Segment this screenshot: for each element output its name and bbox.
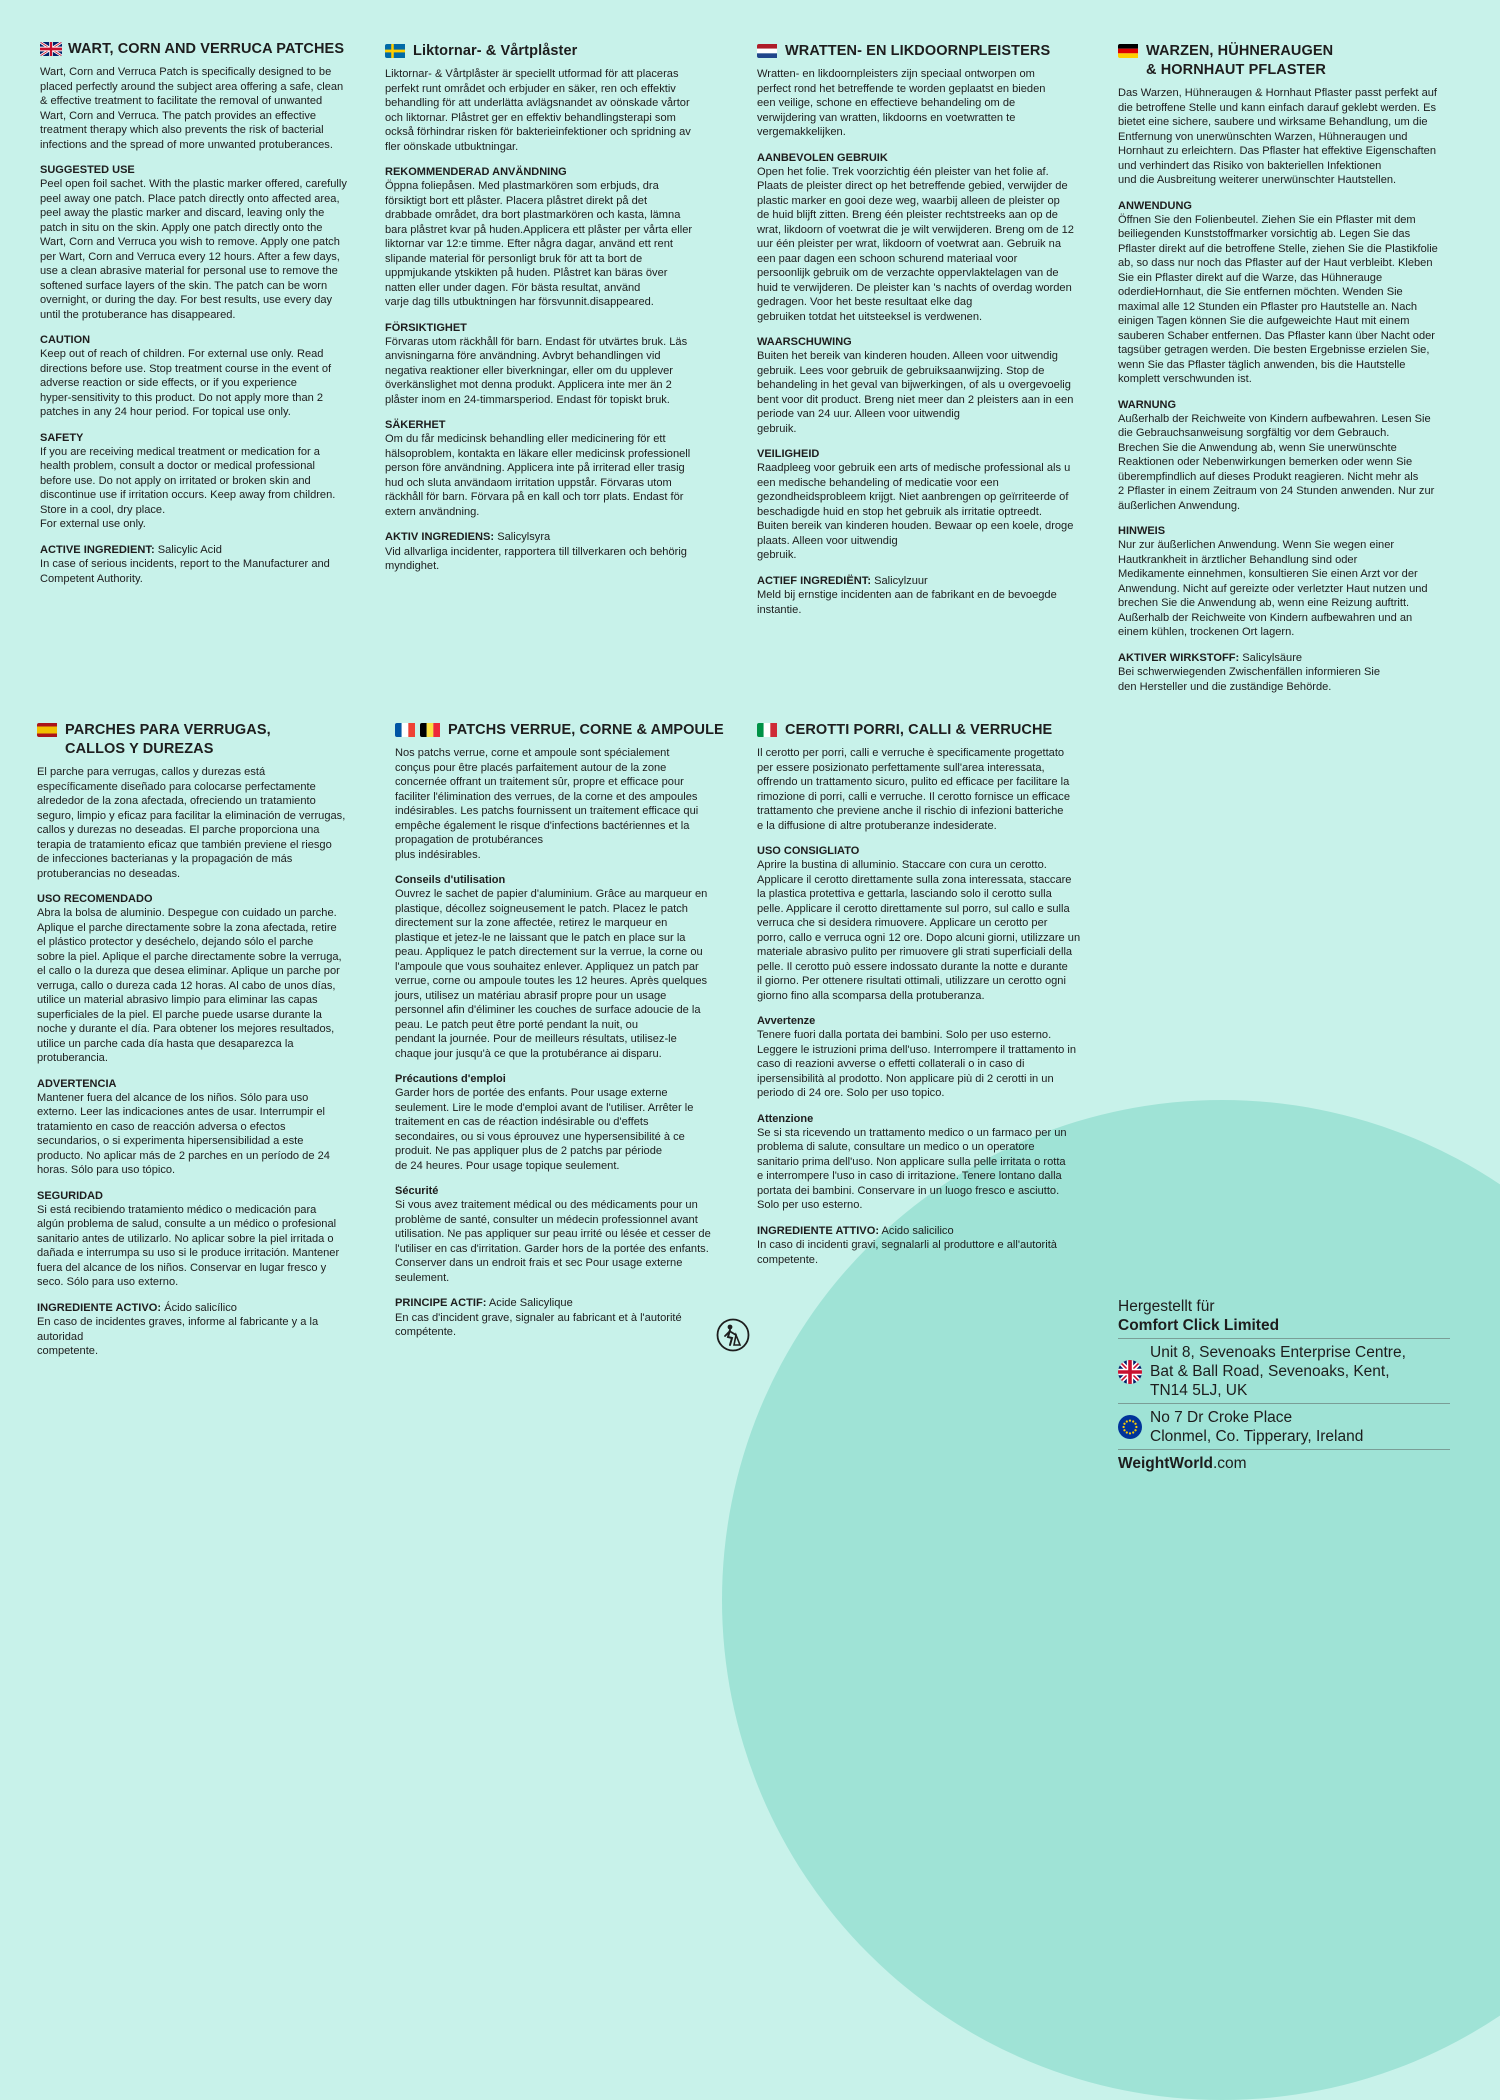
eu-address: No 7 Dr Croke Place Clonmel, Co. Tipperary, Ireland (1150, 1409, 1364, 1445)
use-heading: Conseils d'utilisation (395, 874, 506, 886)
manufacturer-info (1118, 1297, 1450, 1473)
safety-heading: SAFETY (40, 431, 84, 444)
intro-text: Il cerotto per porri, calli e verruche è specificamente progettato per essere posizionato perfettamente sull'area interessata, offrendo un trattamento sicuro, pulito ed efficace per facilitare la rimozione di porri, calli e verruche. Il cerotto fornisce un efficace trattamento che previene anche il rischio di infezioni batteriche e la diffusione di altre protuberanze indesiderate. (757, 747, 1071, 832)
section-title: WART, CORN AND VERRUCA PATCHES (40, 40, 380, 59)
caution-text: Mantener fuera del alcance de los niños. Sólo para uso externo. Leer las indicaciones antes de usar. Interrumpir el tratamiento en caso de reacción adversa o efectos secundarios, o si experimenta hipersensibilidad a este producto. No aplicar más de 2 parches en un período de 24 horas. Sólo para uso tópico. (37, 1091, 330, 1176)
section-en (40, 40, 380, 586)
report-text: Vid allvarliga incidenter, rapportera till tillverkaren och behörig myndighet. (385, 545, 687, 572)
safety-text: If you are receiving medical treatment or medication for a health problem, consult a doctor or medical professional before use. Do not apply on irritated or broken skin and discontinue use if irritation occurs. Keep away from children. Store in a cool, dry place. For external use only. (40, 445, 336, 530)
company-name: Comfort Click Limited (1118, 1317, 1280, 1334)
section-sv (385, 42, 730, 574)
intro-text: Das Warzen, Hühneraugen & Hornhaut Pflaster passt perfekt auf die betroffene Stelle und kann einfach darauf geklebt werden. Es bietet eine sichere, saubere und wirksame Behandlung, um die Entfernung von unerwünschten Warzen, Hühneraugen und Hornhaut zu erleichtern. Das Pflaster hat effektive Eigenschaften und verhindert das Risiko von bakteriellen Infektionen und die Ausbreitung weiterer unerwünschter Hautstellen. (1118, 87, 1438, 186)
safety-heading: SÄKERHET (385, 419, 446, 431)
use-heading: REKOMMENDERAD ANVÄNDNING (385, 166, 567, 178)
active-ingredient: INGREDIENTE ATTIVO: Acido salicilico (757, 1224, 954, 1237)
active-ingredient: ACTIVE INGREDIENT: Salicylic Acid (40, 543, 222, 556)
caution-heading: Précautions d'emploi (395, 1073, 506, 1085)
belgium-flag-icon (420, 723, 442, 737)
safety-heading: Sécurité (395, 1185, 439, 1197)
caution-text: Garder hors de portée des enfants. Pour usage externe seulement. Lire le mode d'emploi avant de l'utiliser. Arrêter le traitement en cas de réaction indésirable ou d'effets secondaires, ou si vous éprouvez une hypersensibilité à ce produit. Ne pas appliquer plus de 2 patchs par période de 24 heures. Pour usage topique seulement. (395, 1087, 694, 1172)
france-flag-icon (395, 723, 417, 737)
caution-heading: WAARSCHUWING (757, 336, 852, 348)
use-heading: USO RECOMENDADO (37, 893, 153, 905)
caution-heading: WARNUNG (1118, 398, 1177, 411)
intro-text: Wart, Corn and Verruca Patch is specifically designed to be placed perfectly around the subject area offering a safe, clean & effective treatment to facilitate the removal of unwanted Wart, Corn and Verruca. The patch provides an effective treatment therapy which also prevents the risk of bacterial infections and the spread of more unwanted protuberances. (40, 66, 344, 151)
netherlands-flag-icon (757, 44, 779, 58)
use-text: Öffnen Sie den Folienbeutel. Ziehen Sie ein Pflaster mit dem beiliegenden Kunststoffmarker vorsichtig ab. Legen Sie das Pflaster direkt auf die betroffene Stelle, ziehen Sie die Plastikfolie ab, so dass nur noch das Pflaster auf der Haut verbleibt. Kleben Sie ein Pflaster direkt auf die Warze, das Hühnerauge oderdieHornhaut, die Sie entfernen möchten. Wenden Sie maximal alle 12 Stunden ein Pflaster pro Hautstelle an. Nach einigen Tagen können Sie die aufgeweichte Haut mit einem sauberen Schaber entfernen. Das Pflaster kann über Nacht oder tagsüber getragen werden. Die besten Ergebnisse erzielen Sie, wenn Sie das Pflaster täglich anwenden, bis die Hautstelle komplett verschwunden ist. (1118, 213, 1438, 385)
safety-text: Si vous avez traitement médical ou des médicaments pour un problème de santé, consulter un médecin professionnel avant utilisation. Ne pas appliquer sur peau irrité ou lésée et cesser de l'utiliser en cas d'irritation. Garder hors de la portée des enfants. Conserver dans un endroit frais et sec Pour usage externe seulement. (395, 1199, 711, 1284)
intro-text: El parche para verrugas, callos y durezas está específicamente diseñado para colocarse perfectamente alrededor de la zona afectada, ofreciendo un tratamiento seguro, limpio y eficaz para facilitar la eliminación de verrugas, callos y durezas no deseadas. El parche proporciona una terapia de tratamiento eficaz que también previene el riesgo de infecciones bacterianas y la propagación de más protuberancias no deseadas. (37, 766, 346, 880)
use-text: Abra la bolsa de aluminio. Despegue con cuidado un parche. Aplique el parche directamente sobre la zona afectada, retire el plástico protector y deséchelo, dejando sólo el parche sobre la piel. Aplique el parche directamente sobre la verruga, el callo o la dureza que desea eliminar. Aplique un parche por verruga, callo o dureza cada 12 horas. Al cabo de unos días, utilice un material abrasivo limpio para eliminar las capas superficiales de la piel. El parche puede usarse durante la noche y durante el día. Para obtener los mejores resultados, utilice un parche cada día hasta que desaparezca la protuberancia. (37, 907, 342, 1064)
caution-text: Keep out of reach of children. For external use only. Read directions before use. Stop treatment course in the event of adverse reaction or side effects, or if you experience hyper-sensitivity to this product. Do not apply more than 2 patches in any 24 hour period. For topical use only. (40, 348, 332, 418)
caution-heading: Avvertenze (757, 1015, 816, 1027)
section-it (757, 721, 1107, 1267)
report-text: Bei schwerwiegenden Zwischenfällen informieren Sie den Hersteller und die zuständige Behörde. (1118, 666, 1381, 693)
uk-address: Unit 8, Sevenoaks Enterprise Centre, Bat & Ball Road, Sevenoaks, Kent, TN14 5LJ, UK (1150, 1344, 1406, 1399)
uk-flag-icon (40, 42, 62, 56)
active-ingredient: AKTIV INGREDIENS: Salicylsyra (385, 531, 551, 543)
use-heading: ANWENDUNG (1118, 199, 1192, 212)
safety-heading: VEILIGHEID (757, 448, 820, 460)
safety-heading: SEGURIDAD (37, 1189, 104, 1202)
report-text: In caso di incidenti gravi, segnalarli al produttore e all'autorità competente. (757, 1239, 1057, 1266)
section-title: Liktornar- & Vårtplåster (385, 42, 730, 61)
use-heading: USO CONSIGLIATO (757, 845, 860, 857)
section-title: WARZEN, HÜHNERAUGEN & HORNHAUT PFLASTER (1118, 42, 1473, 80)
active-ingredient: PRINCIPE ACTIF: Acide Salicylique (395, 1297, 573, 1309)
section-fr (395, 721, 740, 1340)
use-heading: AANBEVOLEN GEBRUIK (757, 151, 888, 164)
safety-heading: Attenzione (757, 1112, 814, 1125)
report-text: Meld bij ernstige incidenten aan de fabrikant en de bevoegde instantie. (757, 589, 1057, 616)
eu-flag-icon (1118, 1415, 1142, 1439)
made-for-label: Hergestellt für (1118, 1298, 1215, 1315)
intro-text: Wratten- en likdoornpleisters zijn speciaal ontworpen om perfect rond het betreffende te worden geplaatst en bieden een veilige, schone en effectieve behandeling om de verwijdering van wratten, likdoorns en voetwratten te vergemakkelijken. (757, 68, 1046, 138)
uk-flag-icon (1118, 1360, 1142, 1384)
caution-heading: FÖRSIKTIGHET (385, 321, 467, 334)
report-text: In case of serious incidents, report to the Manufacturer and Competent Authority. (40, 558, 330, 585)
intro-text: Nos patchs verrue, corne et ampoule sont spécialement conçus pour être placés parfaitement autour de la zone concernée offrant un traitement sûr, propre et efficace pour faciliter l'élimination des verrues, de la corne et des ampoules indésirables. Les patchs fournissent un traitement efficace qui empêche également le risque d'infections bactériennes et la propagation de protubérances plus indésirables. (395, 747, 699, 861)
active-ingredient: ACTIEF INGREDIËNT: Salicylzuur (757, 574, 928, 587)
section-title: PATCHS VERRUE, CORNE & AMPOULE (395, 721, 740, 740)
section-title: WRATTEN- EN LIKDOORNPLEISTERS (757, 42, 1112, 61)
use-text: Öppna foliepåsen. Med plastmarkören som erbjuds, dra försiktigt bort ett plåster. Placera plåstret direkt på det drabbade området, dra bort plastmarkören och kasta, lämna bara plåstret kvar på huden.Applicera ett plåster per vårta eller liktornar var 12:e timme. Efter några dagar, använd ett rent slipande material för personligt bruk för att ta bort de uppmjukande ytskikten på huden. Plåstret kan bäras över natten eller under dagen. För bästa resultat, använd varje dag tills utbuktningen har försvunnit.disappeared. (385, 180, 693, 308)
safety-text: Si está recibiendo tratamiento médico o medicación para algún problema de salud, consulte a un médico o profesional sanitario antes de utilizarlo. No aplicar sobre la piel irritada o dañada e interrumpa su uso si le produce irritación. Mantener fuera del alcance de los niños. Conservar en lugar fresco y seco. Sólo para uso externo. (37, 1203, 340, 1288)
caution-heading: ADVERTENCIA (37, 1077, 117, 1090)
spain-flag-icon (37, 723, 59, 737)
report-text: En caso de incidentes graves, informe al fabricante y a la autoridad competente. (37, 1316, 319, 1357)
use-heading: SUGGESTED USE (40, 164, 135, 176)
section-es (37, 721, 377, 1359)
safety-text: Raadpleeg voor gebruik een arts of medische professional als u een medische behandeling of medicatie voor een gezondheidsprobleem krijgt. Niet aanbrengen op geïrriteerde of beschadigde huid en stop het gebruik als irritatie optreedt. Buiten bereik van kinderen houden. Bewaar op een koele, droge plaats. Alleen voor uitwendig gebruik. (757, 462, 1074, 561)
disposal-icon (716, 1318, 750, 1352)
safety-text: Om du får medicinsk behandling eller medicinering för ett hälsoproblem, kontakta en läkare eller medicinsk professionell person före användning. Applicera inte på irriterad eller trasig hud och sluta användaom irritation uppstår. Förvaras utom räckhåll för barn. Förvara på en kall och torr plats. Endast för extern användning. (385, 433, 691, 518)
safety-heading: HINWEIS (1118, 525, 1166, 537)
use-text: Ouvrez le sachet de papier d'aluminium. Grâce au marqueur en plastique, décollez soigneusement le patch. Placez le patch directement sur la zone affectée, retirez le marqueur en plastique et jetez-le ne laissant que le patch en place sur la peau. Appliquez le patch directement sur la verrue, la corne ou l'ampoule que vous souhaitez enlever. Appliquez un patch par verrue, corne ou ampoule toutes les 12 heures. Après quelques jours, utilisez un matériau abrasif propre pour un usage personnel afin d'éliminer les couches de surface adoucie de la peau. Le patch peut être porté pendant la nuit, ou pendant la journée. Pour de meilleurs résultats, utilisez-le chaque jour jusqu'à ce que la protubérance ai disparu. (395, 888, 708, 1060)
use-text: Peel open foil sachet. With the plastic marker offered, carefully peel away one patch. Place patch directly onto affected area, peel away the plastic marker and discard, leaving only the patch in situ on the skin. Apply one patch directly onto the Wart, Corn and Verruca you wish to remove. Apply one patch per Wart, Corn and Verruca every 12 hours. After a few days, use a clean abrasive material for personal use to remove the softened surface layers of the skin. The patch can be worn overnight, or during the day. For best results, use every day until the protuberance has disappeared. (40, 178, 347, 321)
sweden-flag-icon (385, 44, 407, 58)
website-link[interactable]: WeightWorld.com (1118, 1449, 1450, 1473)
intro-text: Liktornar- & Vårtplåster är speciellt utformad för att placeras perfekt runt området och erbjuder en säker, ren och effektiv behandling för att underlätta avlägsnandet av oönskade vårtor och liktornar. Plåstret ger en effektiv behandlingsterapi som också förhindrar risken för bakterieinfektioner och spridning av fler oönskade utbuktningar. (385, 68, 691, 153)
section-de (1118, 42, 1473, 694)
section-nl (757, 42, 1112, 617)
safety-text: Nur zur äußerlichen Anwendung. Wenn Sie wegen einer Hautkrankheit in ärztlicher Behandlung sind oder Medikamente einnehmen, konsultieren Sie einen Arzt vor der Anwendung. Nicht auf gereizte oder verletzter Haut nutzen und brechen Sie die Anwendung ab, wenn eine Reizung auftritt. Außerhalb der Reichweite von Kindern aufbewahren und an einem kühlen, trockenen Ort lagern. (1118, 539, 1428, 638)
section-title: CEROTTI PORRI, CALLI & VERRUCHE (757, 721, 1107, 740)
uk-address-row (1118, 1338, 1450, 1403)
caution-text: Förvaras utom räckhåll för barn. Endast för utvärtes bruk. Läs anvisningarna före användning. Avbryt behandlingen vid negativa reaktioner eller biverkningar, eller om du upplever överkänslighet mot denna produkt. Applicera inte mer än 2 plåster inom en 24-timmarsperiod. Endast för topiskt bruk. (385, 335, 688, 406)
eu-address-row (1118, 1403, 1450, 1449)
italy-flag-icon (757, 723, 779, 737)
use-text: Open het folie. Trek voorzichtig één pleister van het folie af. Plaats de pleister direct op het betreffende gebied, verwijder de plastic marker en gooi deze weg, waarbij alleen de pleister op de huid blijft zitten. Breng één pleister rechtstreeks aan op de wrat, likdoorn of voetwrat die je wilt verwijderen. Breng om de 12 uur één pleister per wrat, likdoorn of voetwrat aan. Gebruik na een paar dagen een schoon schurend materiaal voor persoonlijk gebruik om de verzachte oppervlaktelagen van de huid te verwijderen. De pleister kan 's nachts of overdag worden gedragen. Voor het beste resultaat elke dag gebruiken totdat het uitsteeksel is verdwenen. (757, 165, 1074, 323)
active-ingredient: INGREDIENTE ACTIVO: Ácido salicílico (37, 1301, 237, 1314)
section-title: PARCHES PARA VERRUGAS, CALLOS Y DUREZAS (37, 721, 377, 759)
active-ingredient: AKTIVER WIRKSTOFF: Salicylsäure (1118, 651, 1303, 664)
germany-flag-icon (1118, 44, 1140, 58)
caution-text: Tenere fuori dalla portata dei bambini. Solo per uso esterno. Leggere le istruzioni prima dell'uso. Interrompere il trattamento in caso di reazioni avverse o effetti collaterali o in caso di ipersensibilità al prodotto. Non applicare più di 2 cerotti in un periodo di 24 ore. Solo per uso topico. (757, 1029, 1077, 1099)
caution-heading: CAUTION (40, 334, 91, 346)
caution-text: Buiten het bereik van kinderen houden. Alleen voor uitwendig gebruik. Lees voor gebruik de gebruiksaanwijzing. Stop de behandeling in het geval van bijwerkingen, of als u overgevoelig bent voor dit product. Breng niet meer dan 2 pleisters aan in een periode van 24 uur. Alleen voor uitwendig gebruik. (757, 350, 1074, 435)
use-text: Aprire la bustina di alluminio. Staccare con cura un cerotto. Applicare il cerotto direttamente sulla zona interessata, staccare la plastica protettiva e gettarla, lasciando solo il cerotto sulla pelle. Applicare il cerotto direttamente sul porro, sul callo e sulla verruca che si desidera rimuovere. Applicare un cerotto per porro, callo e verruca ogni 12 ore. Dopo alcuni giorni, utilizzare un materiale abrasivo pulito per rimuovere gli strati superficiali della pelle. Il cerotto può essere indossato durante la notte e durante il giorno. Per ottenere risultati ottimali, utilizzare un cerotto ogni giorno fino alla scomparsa della protuberanza. (757, 859, 1081, 1002)
caution-text: Außerhalb der Reichweite von Kindern aufbewahren. Lesen Sie die Gebrauchsanweisung sorgfältig vor dem Gebrauch. Brechen Sie die Anwendung ab, wenn Sie unerwünschte Reaktionen oder Nebenwirkungen bemerken oder wenn Sie überempfindlich auf dieses Produkt reagieren. Nicht mehr als 2 Pflaster in einem Zeitraum von 24 Stunden anwenden. Nur zur äußerlichen Anwendung. (1118, 412, 1435, 512)
report-text: En cas d'incident grave, signaler au fabricant et à l'autorité compétente. (395, 1311, 682, 1338)
safety-text: Se si sta ricevendo un trattamento medico o un farmaco per un problema di salute, consultare un medico o un operatore sanitario prima dell'uso. Non applicare sulla pelle irritata o rotta e interrompere l'uso in caso di irritazione. Tenere lontano dalla portata dei bambini. Conservare in un luogo fresco e asciutto. Solo per uso esterno. (757, 1126, 1067, 1211)
